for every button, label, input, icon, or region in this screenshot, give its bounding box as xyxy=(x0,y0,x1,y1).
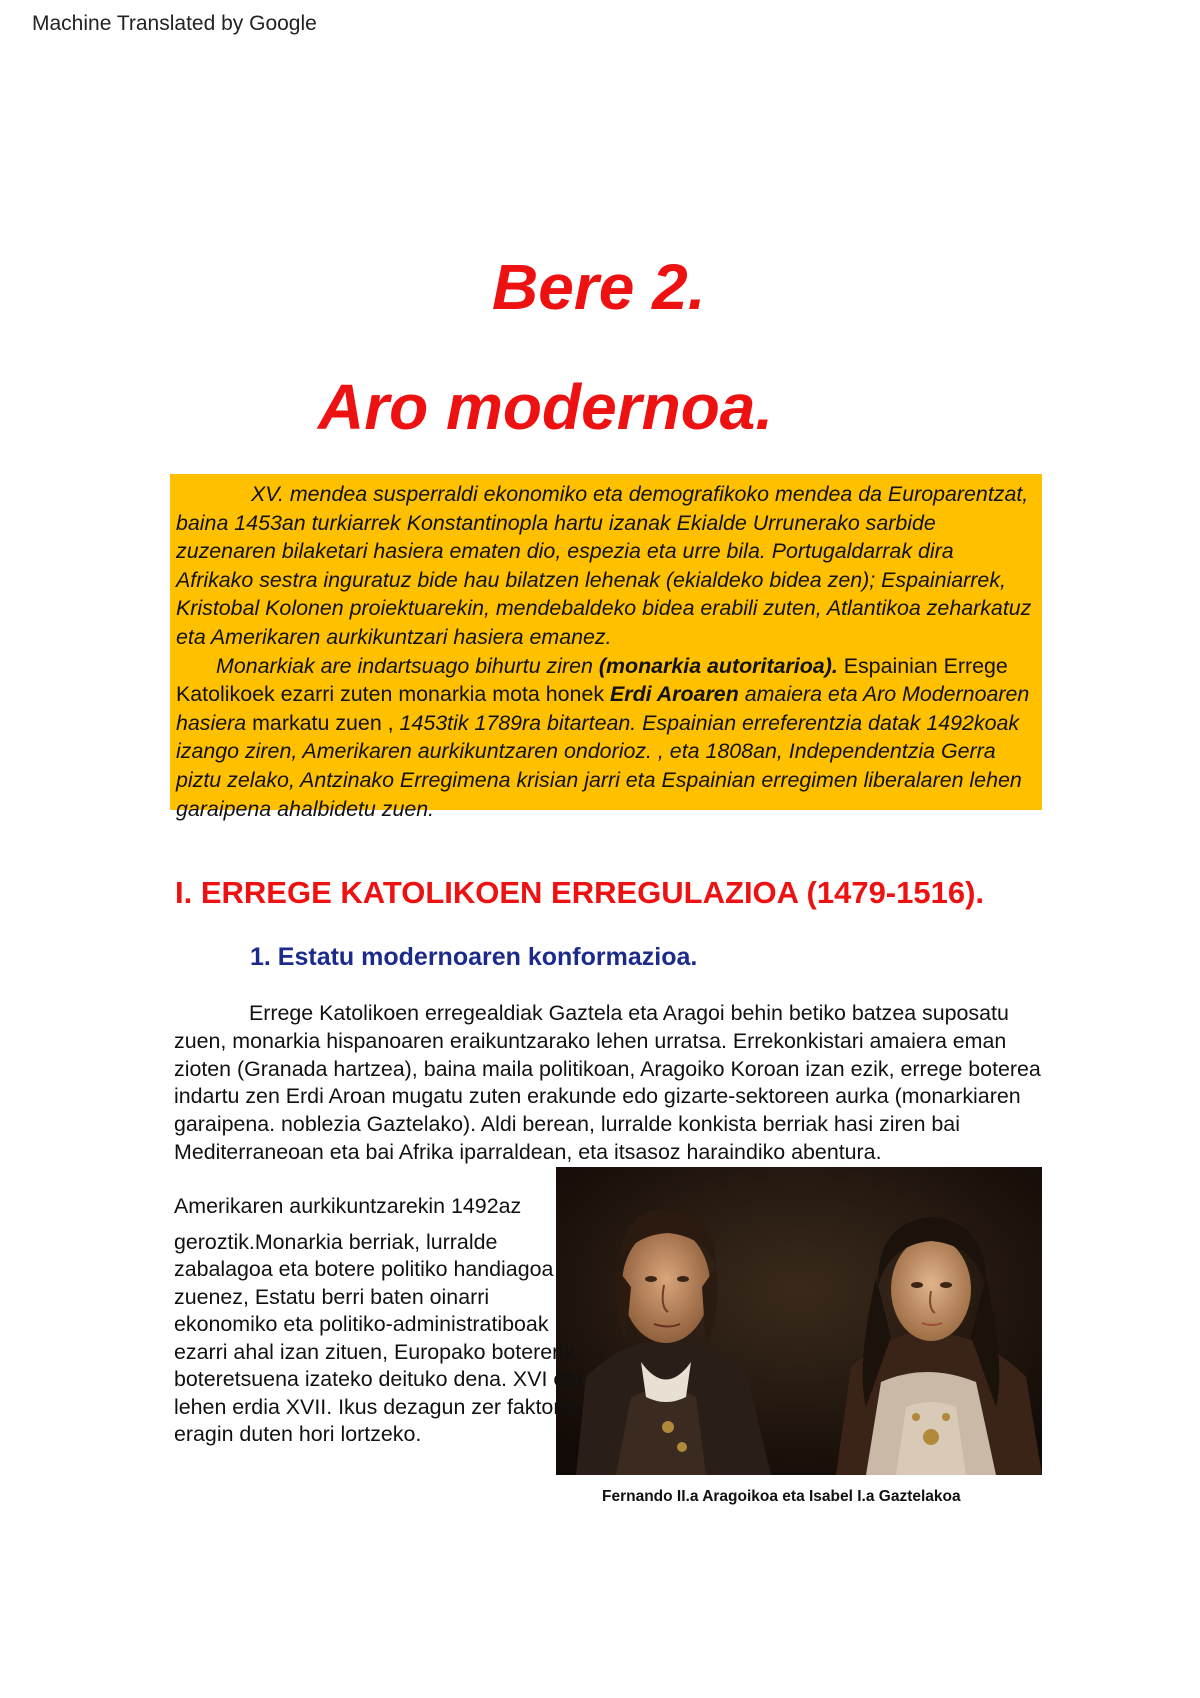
intro-emphasis: (monarkia autoritarioa). xyxy=(598,653,838,678)
catholic-monarchs-portrait xyxy=(556,1167,1042,1475)
intro-text: markatu zuen , xyxy=(246,710,400,735)
intro-emphasis: Erdi Aroaren xyxy=(609,682,739,707)
body-column-rest: geroztik.Monarkia berriak, lurralde zabalagoa eta botere politiko handiagoa zuenez, Estatu berri baten oinarri ekonomiko eta politiko-administratiboak ezarri ahal izan zituen, Europako botererik boteretsuena izateko deituko dena. XVI eta lehen erdia XVII. Ikus dezagun zer faktorek eragin duten hori lortzeko. xyxy=(174,1229,584,1446)
intro-text: 1453tik 1789ra bitartean. Espainian erreferentzia datak 1492koak izango ziren, Amerikaren aurkikuntzaren ondorioz. , eta 1808an, Independentzia Gerra piztu zelako, Antzinako Erregimena krisian jarri eta Espainian erregimen liberalaren lehen garaipena ahalbidetu zuen. xyxy=(176,710,1022,821)
intro-text: Monarkiak are indartsuago bihurtu ziren xyxy=(216,653,599,678)
chapter-number: Bere 2. xyxy=(492,251,706,323)
section-heading: I. ERREGE KATOLIKOEN ERREGULAZIOA (1479-1516). xyxy=(175,875,985,910)
intro-paragraph-1: XV. mendea susperraldi ekonomiko eta demografikoko mendea da Europarentzat, baina 1453an turkiarrek Konstantinopla hartu izanak Ekialde Urrunerako sarbide zuzenaren bilaketari hasiera ematen dio, espezia eta urre bila. Portugaldarrak dira Afrikako sestra inguratuz bide hau bilatzen lehenak (ekialdeko bidea zen); Espainiarrek, Kristobal Kolonen proiektuarekin, mendebaldeko bidea erabili zuten, Atlantikoa zeharkatuz eta Amerikaren aurkikuntzari hasiera emanez. xyxy=(176,482,1032,649)
machine-translated-label: Machine Translated by Google xyxy=(32,12,317,35)
body-column-text xyxy=(174,1193,594,1449)
body-paragraph xyxy=(174,1000,1054,1167)
intro-box xyxy=(170,474,1042,821)
body-paragraph-text: Errege Katolikoen erregealdiak Gaztela eta Aragoi behin betiko batzea suposatu zuen, monarkia hispanoaren eraikuntzarako lehen urratsa. Errekonkistari amaiera eman zioten (Granada hartzea), baina maila politikoan, Aragoiko Koroan izan ezik, errege boterea indartu zen Erdi Aroan mugatu zuten erakunde edo gizarte-sektoreen aurka (monarkiaren garaipena. noblezia Gaztelako). Aldi berean, lurralde konkista berriak hasi ziren bai Mediterraneoan eta bai Afrika iparraldean, eta itsasoz haraindiko abentura. xyxy=(174,1001,1041,1164)
figure-caption: Fernando II.a Aragoikoa eta Isabel I.a Gaztelakoa xyxy=(602,1488,961,1505)
intro-text: amaiera eta Aro Modernoaren hasiera xyxy=(176,682,1030,735)
subsection-heading: 1. Estatu modernoaren konformazioa. xyxy=(250,943,698,971)
intro-text: Espainian Errege Katolikoek ezarri zuten monarkia mota honek xyxy=(176,653,1008,707)
chapter-title: Aro modernoa. xyxy=(318,371,774,443)
portrait-image xyxy=(556,1167,1042,1475)
intro-paragraph-2 xyxy=(176,652,1036,824)
body-column-first-line: Amerikaren aurkikuntzarekin 1492az xyxy=(174,1194,522,1218)
